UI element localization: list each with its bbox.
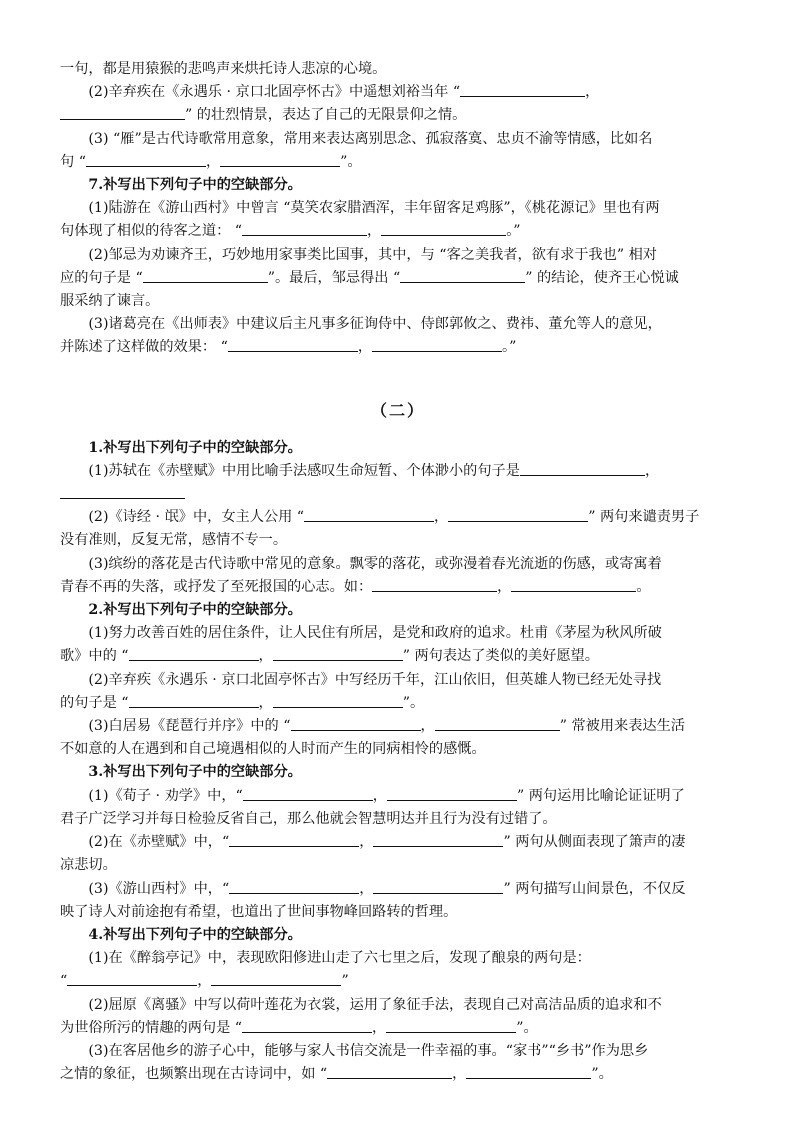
text: 凉悲切。 [60,857,117,874]
answer-blank[interactable] [304,507,434,522]
answer-blank[interactable] [143,268,268,283]
answer-blank[interactable] [460,82,585,97]
text: (2)辛弃疾在《永遇乐 · 京口北固亭怀古》中遥想刘裕当年 “ [88,84,461,101]
text: ”。 [402,694,425,711]
text-line [60,313,736,336]
question-heading: 4.补写出下列句子中的空缺部分。 [88,926,302,943]
text-line [60,506,736,529]
text-line [60,553,736,576]
text: 。” [506,223,521,240]
text-line [60,901,736,924]
question-heading: 3.补写出下列句子中的空缺部分。 [88,764,302,781]
text-line [60,483,736,506]
text: ， [434,509,449,526]
text-line [60,58,736,81]
text-line [60,669,736,692]
text: 一句，都是用猿猴的悲鸣声来烘托诗人悲凉的心境。 [60,61,387,77]
text: (3)《游山西村》中，“ [88,880,230,897]
answer-blank[interactable] [243,786,373,801]
text-line [60,947,736,970]
text: ” 两句运用比喻论证证明了 [516,787,685,804]
text: ， [367,223,382,240]
text: (2)辛弃疾《永遇乐 · 京口北固亭怀古》中写经历千年，江山依旧，但英雄人物已经无处寻找 [88,671,662,688]
answer-blank[interactable] [273,646,403,661]
text: ” 两句表达了类似的美好愿望。 [402,648,599,665]
text-line [60,738,736,761]
text: 歌》中的 “ [60,648,129,665]
text: ”。 [516,1019,538,1036]
text: (1)努力改善百姓的居住条件，让人民住有所居，是党和政府的追求。杜甫《茅屋为秋风所破 [88,625,662,642]
text: ”。 [340,153,362,170]
text: ” 两句从侧面表现了箫声的凄 [503,834,686,851]
text: 君子广泛学习并每日检验反省自己，那么他就会智慧明达并且行为没有过错了。 [60,810,557,827]
text-line [60,831,736,854]
text: ， [644,462,660,479]
answer-blank[interactable] [327,1064,452,1079]
question-heading: 7.补写出下列句子中的空缺部分。 [88,177,302,194]
text: 应的句子是 “ [60,269,143,286]
text: ”。 [591,1066,613,1083]
text: (1)苏轼在《赤壁赋》中用比喻手法感叹生命短暂、个体渺小的句子是 [88,462,520,479]
answer-blank[interactable] [273,693,403,708]
text-line [60,220,736,243]
text: (1)《荀子 · 劝学》中，“ [88,787,243,804]
text: 不如意的人在遇到和自己境遇相似的人时而产生的同病相怜的感慨。 [60,741,486,758]
text-line [60,645,736,668]
text: (3)白居易《琵琶行并序》中的 “ [88,718,291,735]
text: ， [372,1019,387,1036]
worksheet-page [60,58,736,1086]
text: ”。最后，邹忌得出 “ [267,269,401,286]
text: ， [372,787,387,804]
text-line [60,244,736,267]
text: ， [497,578,512,595]
text-line [60,197,736,220]
text: (2)屈原《离骚》中写以荷叶莲花为衣裳，运用了象征手法，表现自己对高洁品质的追求和不 [88,996,662,1013]
text: 为世俗所污的情趣的两句是 “ [60,1019,243,1036]
answer-blank[interactable] [373,879,503,894]
text: ， [258,648,273,665]
answer-blank[interactable] [372,337,502,352]
text: 服采纳了谏言。 [60,293,160,310]
question-heading: 2.补写出下列句子中的空缺部分。 [88,602,302,619]
answer-blank[interactable] [242,221,367,236]
text: 句体现了相似的待客之道： “ [60,223,243,240]
text-line [60,970,736,993]
text: 青春不再的失落，或抒发了至死报国的心志。如： [60,578,373,595]
text: ， [359,880,374,897]
text-line [60,529,736,552]
answer-blank[interactable] [466,1064,591,1079]
text: (1)陆游在《游山西村》中曾言 “莫笑农家腊酒浑，丰年留客足鸡豚”，《桃花源记》里也有两 [88,200,660,217]
text: (2)在《赤壁赋》中，“ [88,834,230,851]
answer-blank[interactable] [60,484,185,499]
answer-blank[interactable] [228,337,358,352]
answer-blank[interactable] [211,971,341,986]
text: ， [420,718,435,735]
answer-blank[interactable] [129,646,259,661]
text: ， [452,1066,467,1083]
answer-blank[interactable] [129,693,259,708]
text-line [60,715,736,738]
text: ， [205,153,221,170]
text: 并陈述了这样做的效果： “ [60,339,228,356]
text: ， [585,84,600,101]
text: (2)邹忌为劝谏齐王，巧妙地用家事类比国事，其中，与 “客之美我者，欲有求于我也” 相对 [88,246,657,263]
answer-blank[interactable] [67,971,197,986]
text-line [60,1017,736,1040]
text-line [60,692,736,715]
answer-blank[interactable] [448,507,588,522]
text-line [60,808,736,831]
text-line [60,460,736,483]
text: 之情的象征，也频繁出现在古诗词中，如 “ [60,1066,328,1083]
answer-blank[interactable] [229,879,359,894]
text: ， [197,973,212,990]
text: (2)《诗经 · 氓》中，女主人公用 “ [88,509,305,526]
text-line [60,785,736,808]
answer-blank[interactable] [60,105,185,120]
text: ” [341,973,349,990]
text-line [60,994,736,1017]
section-title: （二） [370,400,425,420]
question-heading: 1.补写出下列句子中的空缺部分。 [88,439,302,456]
text: 映了诗人对前途抱有希望，也道出了世间事物峰回路转的哲理。 [60,903,458,920]
text-line [60,878,736,901]
text: 没有准则，反复无常，感情不专一。 [60,532,288,549]
text-line [60,104,736,127]
answer-blank[interactable] [381,221,506,236]
text: ” 两句来谴责男子 [588,509,700,526]
answer-blank[interactable] [229,832,359,847]
text-line [60,151,736,174]
text: 句 “ [60,153,86,170]
answer-blank[interactable] [86,152,206,167]
text: ” 常被用来表达生活 [559,718,685,735]
text: ” 的结论，使齐王心悦诚 [525,269,679,286]
text: ” 的壮烈情景，表达了自己的无限景仰之情。 [185,107,467,124]
text-line [60,1063,736,1086]
text-line [60,267,736,290]
text-line [60,854,736,877]
text-line [60,290,736,313]
answer-blank[interactable] [372,577,497,592]
answer-blank[interactable] [373,832,503,847]
answer-blank[interactable] [220,152,340,167]
answer-blank[interactable] [511,577,636,592]
text-line [60,1040,736,1063]
text: 的句子是 “ [60,694,129,711]
text: ， [357,339,373,356]
text: (3)缤纷的落花是古代诗歌中常见的意象。飘零的落花，或弥漫着春光流逝的伤感，或寄寓着 [88,555,662,572]
text: (3) “雁”是古代诗歌常用意象，常用来表达离别思念、孤寂落寞、忠贞不渝等情感，比如名 [88,130,653,147]
text: 。 [636,578,651,595]
answer-blank[interactable] [520,461,645,476]
text: (3)诸葛亮在《出师表》中建议后主凡事多征询侍中、侍郎郭攸之、费祎、董允等人的意见， [88,316,662,333]
text-line [60,81,736,104]
text: (3)在客居他乡的游子心中，能够与家人书信交流是一件幸福的事。“家书”“乡书”作为思乡 [88,1042,649,1059]
text: (1)在《醉翁亭记》中，表现欧阳修进山走了六七里之后，发现了酿泉的两句是： [88,950,591,967]
text: ， [258,694,273,711]
answer-blank[interactable] [387,786,517,801]
text: “ [60,973,68,990]
answer-blank[interactable] [435,716,560,731]
text-line [60,336,736,359]
text: ， [359,834,374,851]
text: ” 两句描写山间景色，不仅反 [503,880,686,897]
text-line [60,128,736,151]
answer-blank[interactable] [400,268,525,283]
text-line [60,576,736,599]
text-line [60,622,736,645]
answer-blank[interactable] [291,716,421,731]
text: 。” [502,339,517,356]
answer-blank[interactable] [242,1018,372,1033]
answer-blank[interactable] [386,1018,516,1033]
